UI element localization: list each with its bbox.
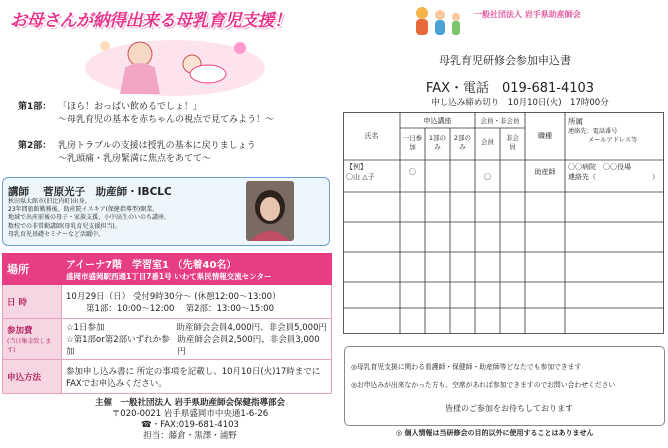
date-label: 日 時 xyxy=(3,285,62,319)
part2-label: 第2部： xyxy=(18,141,52,151)
method-value xyxy=(62,360,332,394)
part1-subtitle: ～母乳育児の基本を赤ちゃんの視点で見てみよう！～ xyxy=(58,115,275,125)
header-kai: 会員 xyxy=(481,138,494,146)
date-value xyxy=(62,285,332,319)
lecturer-line: 地域で出産前後の母子・家族支援、小中高生のいのち講座、 xyxy=(8,214,171,222)
lecturer-photo xyxy=(246,181,294,241)
header-allday: 一日参加 xyxy=(402,134,423,151)
fee-label xyxy=(3,319,62,360)
organizer-name: 主催 一般社団法人 岩手県助産師会保健指導部会 xyxy=(95,398,285,408)
method-line2: FAXでお申込みください。 xyxy=(66,378,167,389)
part1-title: 「ほら！おっぱい飲めるでしょ！」 xyxy=(58,102,202,112)
header-contact: 連絡先：電話番号 xyxy=(568,128,618,135)
place-line1: アイーナ7階 学習室1 （先着40名） xyxy=(66,260,237,271)
place-value xyxy=(62,254,332,285)
program-part-2 xyxy=(18,140,338,166)
date-row xyxy=(3,285,332,319)
lecturer-name: 講師 菅原光子 助産師・IBCLC xyxy=(8,186,172,198)
example-label: 【例】 xyxy=(346,163,367,171)
organizer-info xyxy=(90,398,290,442)
header-job: 職種 xyxy=(538,132,552,140)
note-3: 皆様のご参加をお待ちしております xyxy=(445,404,573,413)
header-affiliation: 所属 xyxy=(568,117,583,126)
example-kai: 〇 xyxy=(484,173,491,181)
date-line2: 第1部：10:00～12:00 第2部：13:00～15:00 xyxy=(86,303,275,314)
fee-part-price: 助産師会会員2,500円、非会員3,000円 xyxy=(177,335,320,357)
notes-box xyxy=(344,346,665,426)
header-member: 会員・非会員 xyxy=(480,117,520,125)
header-mail: メールアドレス等 xyxy=(588,137,638,144)
logo-text: 一般社団法人 岩手県助産師会 xyxy=(474,10,581,19)
fax-number: FAX・電話 019-681-4103 xyxy=(425,81,595,96)
fee-value xyxy=(62,319,332,360)
event-info-table xyxy=(2,253,332,394)
association-logo xyxy=(410,3,600,37)
header-name: 氏名 xyxy=(364,132,379,140)
header-part1: 1部のみ xyxy=(428,134,447,151)
part1-label: 第1部： xyxy=(18,102,52,112)
fee-label-text: 参加費 xyxy=(7,326,33,336)
fee-label-sub: (当日集金致します) xyxy=(7,338,52,354)
header-part2: 2部のみ xyxy=(453,134,472,151)
privacy-note: ◎ 個人情報は当研修会の目的以外に使用することはありません xyxy=(396,429,594,437)
header-course: 申込講座 xyxy=(423,117,452,125)
organizer-address: 〒020-0021 岩手県盛岡市中央通1-6-26 xyxy=(111,409,269,419)
method-label: 申込方法 xyxy=(3,360,62,394)
place-row xyxy=(3,254,332,285)
part2-subtitle: ～乳頭痛・乳房緊満に焦点をあてて～ xyxy=(58,154,212,164)
method-line1: 参加申し込み書に 所定の事項を記載し、10月10日(火)17時までに xyxy=(66,366,321,377)
lecturer-line: 数校での非常勤講師(母乳育児支援担当)。 xyxy=(8,222,121,230)
deadline: 申し込み締め切り 10月10日(火) 17時00分 xyxy=(431,98,609,108)
method-row xyxy=(3,360,332,394)
part2-title: 乳房トラブルの支援は授乳の基本に戻りましょう xyxy=(58,141,256,151)
lecturer-line: 23年間旅館勤務後、助産院イスキア(保健指導型)開業。 xyxy=(8,206,159,214)
organizer-staff: 担当：藤倉・黒澤・浦野 xyxy=(143,431,237,441)
note-2: ◎お申込みが出来なかった方も、空席があれば参加できますのでお問い合わせください xyxy=(351,381,616,389)
lecturer-line: 秋田県大館市(旧比内町)出身。 xyxy=(8,198,91,205)
header-hikai: 非会員 xyxy=(506,134,519,151)
date-line1: 10月29日（日） 受付9時30分～ (休憩12:00～13:00） xyxy=(66,291,281,302)
place-label: 場所 xyxy=(3,254,62,285)
lecturer-profile xyxy=(8,198,170,239)
fee-allday-price: 助産師会会員4,000円、非会員5,000円 xyxy=(176,323,327,333)
fee-part: ☆第1部or第2部いずれか参加 xyxy=(66,335,170,357)
program-part-1 xyxy=(18,101,338,127)
mother-baby-illustration xyxy=(80,28,270,96)
form-title: 母乳育児研修会参加申込書 xyxy=(439,54,571,67)
example-allday: 〇 xyxy=(409,168,416,176)
lecturer-line: 母乳育児基礎セミナーなど活躍中。 xyxy=(8,230,105,238)
place-line2: 盛岡市盛岡駅西通1丁目7番1号 いわて県民情報交流センター xyxy=(66,272,272,281)
organizer-phone: ☎・FAX:019-681-4103 xyxy=(141,420,239,430)
note-1: ◎母乳育児支援に関わる看護師・保健師・助産師等どなたでも参加できます xyxy=(351,363,582,371)
fee-allday: ☆1日参加 xyxy=(66,323,105,333)
fee-row xyxy=(3,319,332,360)
example-affiliation: 〇〇病院 〇〇役場 xyxy=(568,163,631,171)
example-name: 〇山 △子 xyxy=(346,173,375,181)
headline: お母さんが納得出来る母乳育児支援！ xyxy=(10,11,291,31)
example-job: 助産師 xyxy=(534,168,556,176)
example-contact: 連絡先（ ） xyxy=(568,173,659,181)
